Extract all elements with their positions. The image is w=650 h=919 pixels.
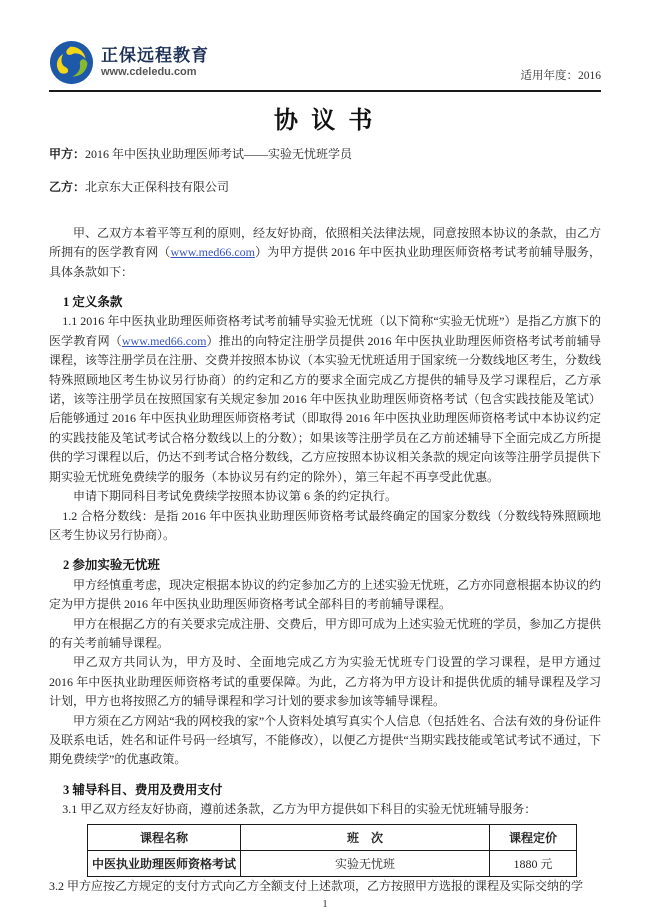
fee-table-cell-price: 1880 元 — [490, 850, 577, 876]
clause-3-1: 3.1 甲乙双方经友好协商，遵前述条款，乙方为甲方提供如下科目的实验无忧班辅导服务： — [62, 802, 537, 817]
section-2-heading: 2 参加实验无忧班 — [63, 558, 160, 573]
party-b-label: 乙方： — [49, 180, 86, 195]
clause-1-2: 1.2 合格分数线：是指 2016 年中医执业助理医师资格考试最终确定的国家分数线（分数线特殊照顾地区考生协议另行协商）。 — [49, 508, 601, 542]
fee-table-header-course: 课程名称 — [88, 824, 241, 850]
brand-url: www.cdeledu.com — [101, 65, 197, 78]
brand-block — [49, 40, 209, 85]
fee-table-cell-course: 中医执业助理医师资格考试 — [88, 850, 241, 876]
section-2-paragraph-4: 甲方须在乙方网站“我的网校我的家”个人资料处填写真实个人信息（包括姓名、合法有效的身份证件及联系电话，姓名和证件号码一经填写，不能修改），以便乙方提供“当期实践技能或笔试考试不通过，下期免费续学”的优惠政策。 — [49, 713, 601, 767]
med66-link-clause-1-1[interactable]: www.med66.com — [121, 333, 207, 348]
party-b-line — [49, 178, 601, 197]
party-a-line — [49, 145, 601, 164]
fee-table-header-class: 班 次 — [241, 824, 490, 850]
page-number: 1 — [322, 898, 328, 910]
intro-text-post: ）为甲方提供 2016 年中医执业助理医师资格考试考前辅导服务，具体条款如下： — [49, 245, 601, 279]
fee-table — [87, 824, 577, 877]
intro-paragraph — [49, 224, 601, 282]
section-1-heading: 1 定义条款 — [63, 295, 123, 310]
clause-1-1-post: ）推出的向特定注册学员提供 2016 年中医执业助理医师资格考试考前辅导课程，该等注册学员在注册、交费并按照本协议（本实验无忧班适用于国家统一分数线地区考生，分数线特殊照顾地区考生协议另行协商）的约定和乙方的要求全面完成乙方提供的辅导及学习课程后，乙方承诺，该等注册学员在按照国家有关规定参加 2016 年中医执业助理医师资格考试（包含实践技能及笔试）后能够通过 2016 年中医执业助理医师资格考试（即取得 2016 年中医执业助理医师资格考试中本协议约定的实践技能及笔试考试合格分数线以上的分数）；如果该等注册学员在乙方前述辅导下全面完成乙方所提供的学习课程以后，仍达不到考试合格分数线，乙方应按照本协议相关条款的规定向该等注册学员提供下期实验无忧班免费续学的服务（本协议另有约定的除外），第三年起不再享受此优惠。 — [49, 333, 602, 484]
party-b-value: 北京东大正保科技有限公司 — [85, 180, 230, 195]
section-2-paragraph-3: 甲乙双方共同认为，甲方及时、全面地完成乙方为实验无忧班专门设置的学习课程，是甲方通过 2016 年中医执业助理医师资格考试的重要保障。为此，乙方将为甲方设计和提供优质的辅导课程及学习计划，甲方也将按照乙方的辅导课程和学习计划的要求参加该等辅导课程。 — [49, 655, 601, 709]
brand-logo-swirl-icon — [49, 40, 94, 85]
clause-1-1-pre: 1.1 2016 年中医执业助理医师资格考试考前辅导实验无忧班（以下简称“实验无忧班”）是指乙方旗下的医学教育网（ — [49, 314, 601, 348]
party-a-value: 2016 年中医执业助理医师考试——实验无忧班学员 — [85, 147, 353, 161]
fee-table-cell-class: 实验无忧班 — [241, 850, 490, 876]
document-title: 协 议 书 — [274, 108, 376, 134]
fee-table-header-row — [88, 824, 577, 850]
clause-3-2: 3.2 甲方应按乙方规定的支付方式向乙方全额支付上述款项，乙方按照甲方选报的课程及实际交纳的学 — [49, 878, 584, 893]
clause-1-1 — [49, 312, 601, 487]
fee-table-header-price: 课程定价 — [490, 824, 577, 850]
med66-link-intro[interactable]: www.med66.com — [170, 245, 255, 260]
party-a-label: 甲方： — [49, 147, 86, 161]
applicable-year-label: 适用年度：2016 — [520, 70, 601, 82]
intro-text-pre: 甲、乙双方本着平等互利的原则，经友好协商，依照相关法律法规，同意按照本协议的条款，由乙方所拥有的医学教育网（ — [49, 225, 602, 260]
clause-1-1-renewal-note: 申请下期同科目考试免费续学按照本协议第 6 条的约定执行。 — [73, 489, 398, 504]
fee-table-row — [88, 850, 577, 876]
section-3-heading: 3 辅导科目、费用及费用支付 — [63, 782, 223, 797]
brand-name: 正保远程教育 — [101, 46, 209, 66]
section-2-paragraph-1: 甲方经慎重考虑，现决定根据本协议的约定参加乙方的上述实验无忧班，乙方亦同意根据本协议的约定为甲方提供 2016 年中医执业助理医师资格考试全部科目的考前辅导课程。 — [49, 577, 602, 612]
section-2-paragraph-2: 甲方在根据乙方的有关要求完成注册、交费后，甲方即可成为上述实验无忧班的学员，参加乙方提供的有关考前辅导课程。 — [49, 616, 602, 650]
page-header — [49, 40, 601, 92]
brand-text — [101, 46, 209, 78]
